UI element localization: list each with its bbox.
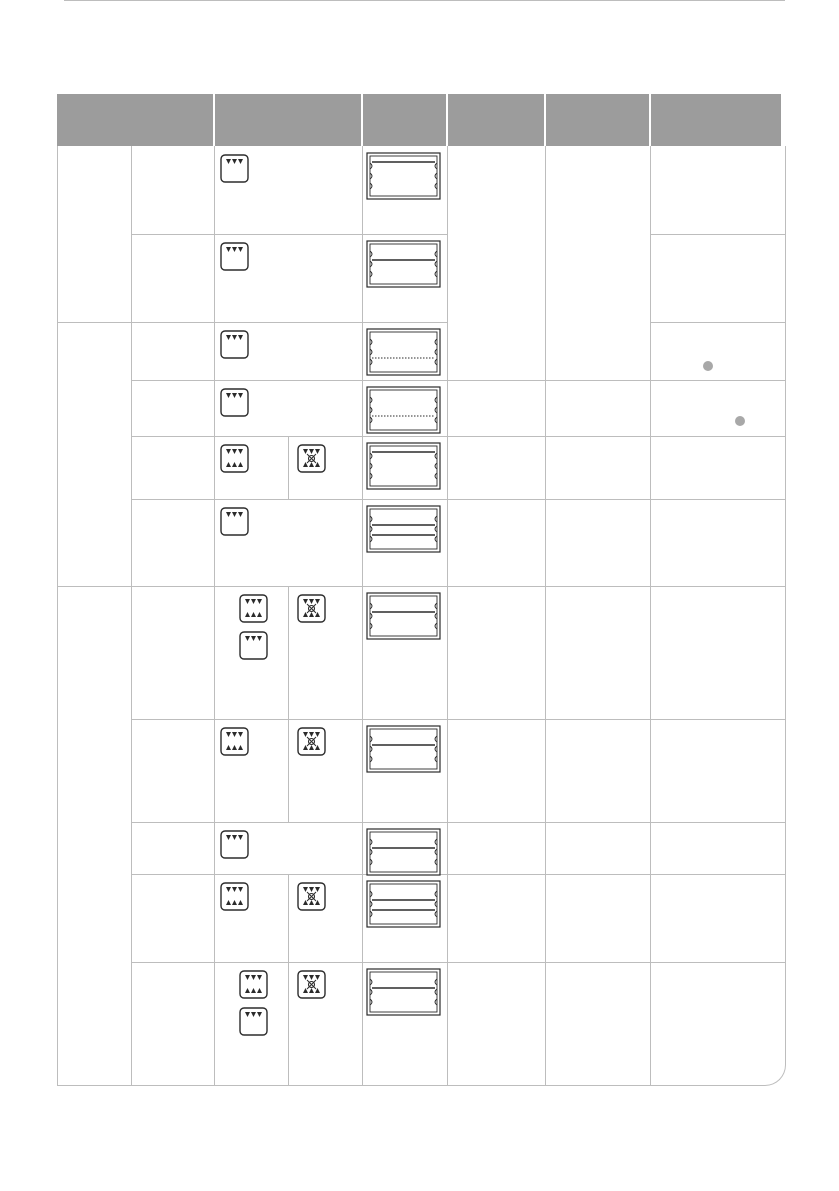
table-corner [764,1064,786,1086]
header-cell-heating [215,94,361,146]
shelf-position-icon [366,828,441,876]
note-dot [703,361,713,371]
top-heat-icon [220,388,249,417]
rule-row [131,234,447,235]
rule-row [131,962,785,963]
rule-group [131,146,132,1085]
header-cell-food [57,94,213,146]
rule-heating-split [288,874,289,962]
shelf-position-icon [366,152,441,200]
shelf-position-icon [366,386,441,434]
rule-heating-split [288,719,289,822]
rule-heating [214,146,215,1085]
top-heat-icon [220,830,249,859]
fan-heat-icon [297,444,326,473]
rule-row [131,436,785,437]
top-bottom-heat-icon [220,727,249,756]
rule-group-1 [57,322,447,323]
top-heat-icon [220,154,249,183]
note-dot [735,416,745,426]
shelf-position-icon [366,725,441,773]
top-heat-icon [220,330,249,359]
rule-heating-split [288,586,289,719]
top-bottom-heat-icon [239,970,268,999]
rule-temperature [447,146,448,1085]
fan-heat-icon [297,970,326,999]
rule-group-1 [650,322,785,323]
shelf-position-icon [366,240,441,288]
top-heat-icon [220,507,249,536]
shelf-position-icon [366,880,441,928]
shelf-position-icon [366,592,441,640]
fan-heat-icon [297,882,326,911]
fan-heat-icon [297,594,326,623]
top-heat-icon [239,1007,268,1036]
rule-notes [650,146,651,1085]
shelf-position-icon [366,328,441,376]
top-bottom-heat-icon [220,444,249,473]
header-cell-time [546,94,649,146]
rule-row [650,234,785,235]
rule-right [785,146,786,1064]
rule-left [57,146,58,1085]
top-heat-icon [239,631,268,660]
rule-group-2 [57,586,785,587]
shelf-position-icon [366,442,441,490]
header-cell-temperature [448,94,544,146]
rule-time [545,146,546,1085]
rule-heating-split [288,962,289,1085]
header-cell-notes [651,94,781,146]
rule-row [131,380,785,381]
rule-row [131,822,785,823]
top-bottom-heat-icon [220,882,249,911]
top-heat-icon [220,242,249,271]
top-bottom-heat-icon [239,594,268,623]
rule-row [131,499,785,500]
rule-bottom [57,1085,765,1086]
shelf-position-icon [366,505,441,553]
rule-heating-split [288,436,289,499]
rule-shelf [362,146,363,1085]
rule-row [131,874,785,875]
rule-row [131,719,785,720]
shelf-position-icon [366,968,441,1016]
header-cell-shelf [363,94,446,146]
fan-heat-icon [297,727,326,756]
